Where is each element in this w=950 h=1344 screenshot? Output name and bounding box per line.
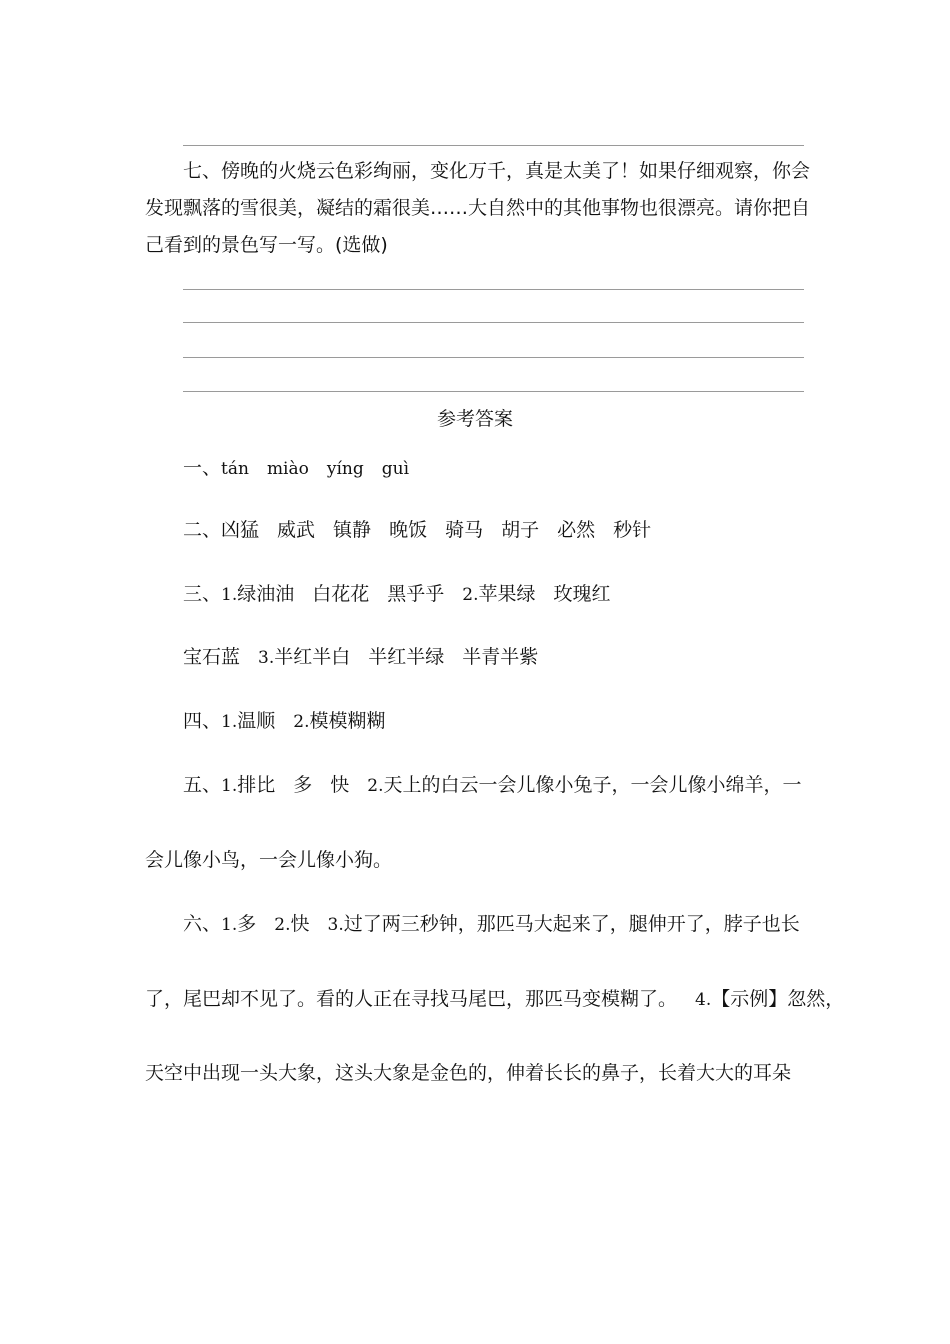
answer-2 [183, 518, 651, 542]
item-number: 3. [258, 648, 275, 668]
answer-word: 威武 [277, 519, 316, 541]
answer-4 [183, 709, 386, 734]
answer-text: 会儿像小鸟，一会儿像小狗。 [145, 849, 393, 871]
item-number: 2. [274, 915, 291, 935]
question-7-line-3: 己看到的景色写一写。(选做) [145, 234, 388, 256]
answer-word: 黑乎乎 [387, 583, 445, 605]
answer-word: 半红半白 [274, 646, 351, 668]
answer-6-line-3 [145, 1061, 791, 1085]
answer-text: 忽然， [787, 988, 845, 1010]
item-number: 4. [695, 990, 712, 1010]
answer-word: 温顺 [237, 710, 276, 732]
answer-word: 模模糊糊 [309, 710, 386, 732]
answer-word: 宝石蓝 [183, 646, 241, 668]
item-number: 2. [293, 712, 310, 732]
answer-word: 快 [330, 774, 350, 796]
question-7-line-2: 发现飘落的雪很美，凝结的霜很美……大自然中的其他事物也很漂亮。请你把自 [145, 197, 811, 219]
answer-6-label: 六、 [183, 913, 222, 935]
answer-word: 凶猛 [221, 519, 260, 541]
answer-word: 玫瑰红 [553, 583, 611, 605]
answer-2-label: 二、 [183, 519, 222, 541]
answer-text: 天上的白云一会儿像小兔子，一会儿像小绵羊，一 [383, 774, 802, 796]
item-number: 1. [221, 712, 238, 732]
item-number: 1. [221, 585, 238, 605]
answer-word: 半红半绿 [368, 646, 445, 668]
answer-word: 多 [293, 774, 313, 796]
answer-3-label: 三、 [183, 583, 222, 605]
answer-word: 必然 [557, 519, 596, 541]
answer-5-line-2 [145, 848, 392, 872]
answer-word: 白花花 [312, 583, 370, 605]
item-number: 1. [221, 776, 238, 796]
pinyin-item: tán [221, 459, 249, 479]
answer-text: 天空中出现一头大象，这头大象是金色的，伸着长长的鼻子，长着大大的耳朵 [145, 1062, 792, 1084]
writing-line [183, 322, 804, 323]
example-tag: 【示例】 [711, 988, 788, 1010]
writing-line [183, 145, 804, 146]
answer-6-line-2 [145, 987, 844, 1012]
item-number: 2. [367, 776, 384, 796]
pinyin-item: yíng [326, 459, 364, 479]
answer-5-line-1 [183, 773, 802, 798]
item-number: 1. [221, 915, 238, 935]
answer-6-line-1 [183, 912, 800, 937]
item-number: 3. [327, 915, 344, 935]
pinyin-item: miào [266, 459, 309, 479]
answer-word: 胡子 [501, 519, 540, 541]
answer-word: 半青半紫 [462, 646, 539, 668]
answer-1 [183, 456, 409, 481]
answer-word: 骑马 [445, 519, 484, 541]
answer-text: 过了两三秒钟，那匹马大起来了，腿伸开了，脖子也长 [343, 913, 800, 935]
answer-word: 绿油油 [237, 583, 295, 605]
writing-line [183, 391, 804, 392]
question-7-line-1: 七、傍晚的火烧云色彩绚丽，变化万千，真是太美了！如果仔细观察，你会 [183, 160, 811, 182]
answer-word: 快 [290, 913, 310, 935]
answer-4-label: 四、 [183, 710, 222, 732]
answer-text: 了，尾巴却不见了。看的人正在寻找马尾巴，那匹马变模糊了。 [145, 988, 678, 1010]
answer-key-title: 参考答案 [436, 408, 513, 430]
item-number: 2. [462, 585, 479, 605]
writing-line [183, 289, 804, 290]
answer-word: 多 [237, 913, 257, 935]
answer-word: 苹果绿 [478, 583, 536, 605]
answer-5-label: 五、 [183, 774, 222, 796]
answer-1-label: 一、 [183, 457, 222, 479]
writing-line [183, 357, 804, 358]
answer-word: 秒针 [613, 519, 652, 541]
answer-3-line-2 [183, 645, 538, 670]
answer-3-line-1 [183, 582, 611, 607]
answer-word: 晚饭 [389, 519, 428, 541]
answer-word: 镇静 [333, 519, 372, 541]
pinyin-item: guì [381, 459, 410, 479]
answer-word: 排比 [237, 774, 276, 796]
